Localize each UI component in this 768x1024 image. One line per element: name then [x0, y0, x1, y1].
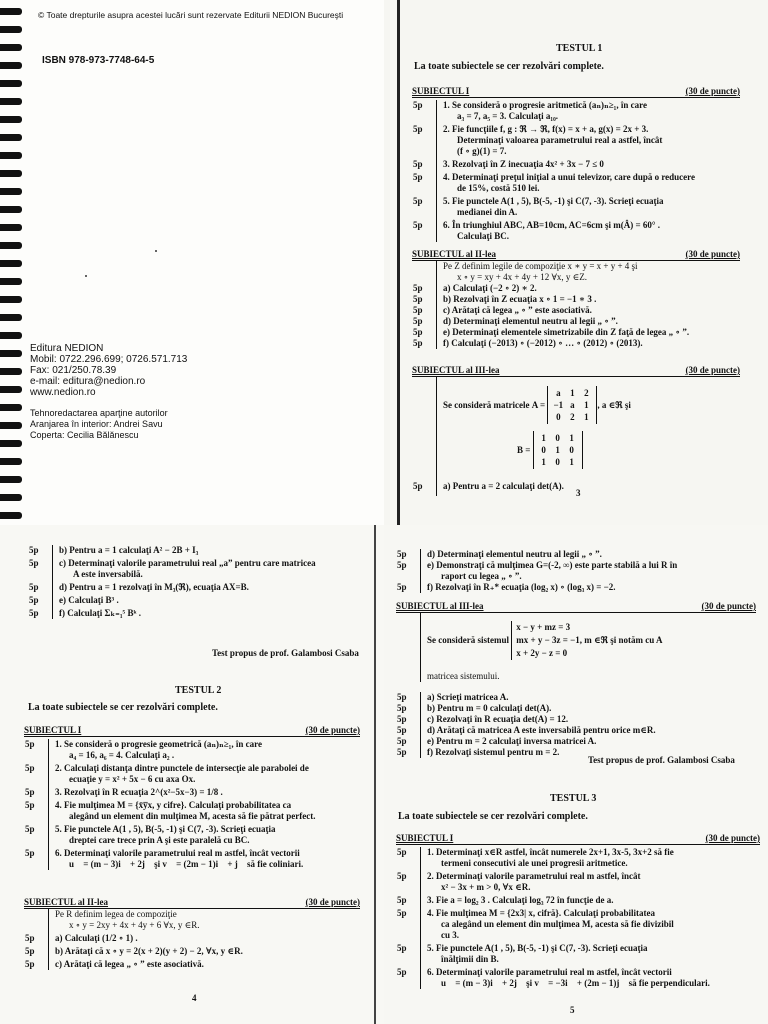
- matrix-cell: 1: [584, 400, 589, 410]
- matrix-cell: a: [570, 400, 575, 410]
- item-line: [413, 316, 740, 327]
- item-points: 5p: [397, 967, 407, 977]
- system-suffix: m ∈ℜ şi notăm cu A: [584, 634, 663, 645]
- item-list: [397, 692, 756, 758]
- item-text: u⃗ = (m − 3)i⃗ + 2j⃗ şi v⃗ = −3i⃗ + (2m − 1)j⃗ să fie perpendiculari.: [441, 978, 710, 988]
- item-text: dreptei care trece prin A şi este paralelă cu BC.: [69, 835, 250, 845]
- section-points: (30 de puncte): [685, 86, 740, 96]
- item-text: 1. Se consideră o progresie aritmetică (aₙ)ₙ≥₁, în care: [443, 100, 647, 110]
- page-number: 4: [192, 993, 197, 1003]
- item-text: 2. Determinaţi valorile parametrului real m astfel, încât: [427, 871, 641, 881]
- item-text: e) Calculaţi B³ .: [59, 595, 119, 605]
- item-line: [49, 774, 360, 785]
- matrix-cell: −1: [553, 400, 564, 410]
- publisher-fax: Fax: 021/250.78.39: [30, 365, 117, 376]
- subject-2: [412, 249, 740, 349]
- item-line: [25, 800, 360, 811]
- item-text: b) Pentru m = 0 calculaţi det(A).: [427, 703, 552, 713]
- item-line: [25, 946, 360, 957]
- item-points: 5p: [397, 560, 407, 570]
- section-intro: [49, 909, 360, 920]
- item-points: 5p: [413, 283, 423, 293]
- item-line: [397, 967, 760, 978]
- item-list: [397, 549, 756, 593]
- item-line: [413, 100, 740, 111]
- matrices: [413, 377, 740, 496]
- section-points: (30 de puncte): [305, 897, 360, 907]
- matrix-cell: 1: [569, 433, 574, 443]
- item-line: [25, 848, 360, 859]
- item-line: [29, 608, 358, 619]
- item-text: 1. Determinaţi x∈R astfel, încât numerele 2x+1, 3x-5, 3x+2 să fie: [427, 847, 674, 857]
- intro-text: x ∘ y = 2xy + 4x + 4y + 6 ∀x, y ∈R.: [69, 920, 200, 930]
- item-line: [437, 231, 740, 242]
- item-line: [437, 207, 740, 218]
- item-points: 5p: [25, 800, 35, 810]
- item-text: 3. Fie a = log₂ 3 . Calculaţi log₃ 72 în funcţie de a.: [427, 895, 614, 905]
- item-text: 6. Determinaţi valorile parametrului real m astfel, încât vectorii: [427, 967, 672, 977]
- item-points: 5p: [397, 736, 407, 746]
- copyright-notice: © Toate drepturile asupra acestei lucări sunt rezervate Editurii NEDION Bucureşti: [38, 10, 344, 20]
- equation-system: [511, 621, 582, 660]
- item-text: b) Rezolvaţi în Z ecuaţia x ∘ 1 = −1 ∗ 3 .: [443, 294, 597, 304]
- publisher-contact: [30, 343, 187, 398]
- matrix-a-row: [437, 383, 740, 427]
- item-points: 5p: [413, 294, 423, 304]
- item-line: [49, 750, 360, 761]
- matrix-cell: 1: [570, 388, 575, 398]
- matrix-cell: 1: [569, 457, 574, 467]
- matrix-cell: 1: [555, 445, 560, 455]
- item-points: 5p: [397, 871, 407, 881]
- matrix-cell: 1: [584, 412, 589, 422]
- item-line: [421, 882, 760, 893]
- item-points: 5p: [413, 481, 423, 491]
- item-text: 4. Fie mulţimea M = {x̄y̅x, y cifre}. Calculaţi probabilitatea ca: [55, 800, 292, 810]
- test-title: TESTUL 2: [175, 685, 222, 696]
- subject-3: [412, 365, 740, 496]
- item-line: [421, 919, 760, 930]
- subject-1: [396, 833, 760, 989]
- item-text: c) Determinaţi valorile parametrului real „a” pentru care matricea: [59, 558, 316, 568]
- item-line: [413, 294, 740, 305]
- item-text: înălţimii din B.: [441, 954, 499, 964]
- matrix-a-suffix: , a ∈ℜ şi: [597, 399, 631, 410]
- section-title: SUBIECTUL I: [412, 86, 470, 96]
- system-equation: x + 2y − z = 0: [516, 647, 568, 658]
- item-line: [397, 943, 760, 954]
- matrix-cell: 1: [541, 457, 546, 467]
- item-line: [397, 582, 756, 593]
- item-points: 5p: [413, 305, 423, 315]
- item-line: [413, 220, 740, 231]
- matrix-b: [533, 431, 583, 469]
- item-points: 5p: [413, 338, 423, 348]
- s3-intro: Se consideră matricele: [443, 399, 530, 410]
- item-text: 5. Fie punctele A(1 , 5), B(-5, -1) şi C(7, -3). Scrieţi ecuaţia: [443, 196, 664, 206]
- item-line: [421, 978, 760, 989]
- matrix-a-label: A =: [531, 399, 546, 410]
- item-points: 5p: [397, 692, 407, 702]
- item-text: medianei din A.: [457, 207, 518, 217]
- item-points: 5p: [29, 545, 39, 555]
- item-text: e) Determinaţi elementele simetrizabile din Z faţă de legea „ ∘ ”.: [443, 327, 690, 337]
- item-text: b) Pentru a = 1 calculaţi A² − 2B + I₃: [59, 545, 199, 555]
- item-text: c) Rezolvaţi în R ecuaţia det(A) = 12.: [427, 714, 569, 724]
- item-line: [397, 871, 760, 882]
- item-text: x² − 3x + m > 0, ∀x ∈R.: [441, 882, 531, 892]
- subject-3: [396, 601, 756, 758]
- intro-text: Pe Z definim legile de compoziţie x ∗ y = x + y + 4 şi: [443, 261, 638, 271]
- section-points: (30 de puncte): [705, 833, 760, 843]
- item-line: [397, 725, 756, 736]
- section-title: SUBIECTUL al II-lea: [24, 897, 109, 907]
- speck: [85, 275, 87, 277]
- item-line: [413, 338, 740, 349]
- page-number: 3: [576, 488, 581, 498]
- item-points: 5p: [25, 959, 35, 969]
- item-text: e) Pentru m = 2 calculaţi inversa matricei A.: [427, 736, 597, 746]
- section-points: (30 de puncte): [685, 365, 740, 375]
- item-text: 2. Calculaţi distanţa dintre punctele de intersecţie ale parabolei de: [55, 763, 309, 773]
- item-text: f) Rezolvaţi în R₊* ecuaţia (log₂ x) ∘ (log₃ x) = −2.: [427, 582, 616, 592]
- item-line: [29, 545, 358, 556]
- item-points: 5p: [25, 933, 35, 943]
- item-text: 4. Fie mulţimea M = {2x3| x, cifră}. Calculaţi probabilitatea: [427, 908, 656, 918]
- item-text: d) Pentru a = 1 rezolvaţi în M₃(ℜ), ecuaţia AX=B.: [59, 582, 249, 592]
- item-line: [397, 908, 760, 919]
- section-intro: [437, 261, 740, 272]
- subject-2: [24, 897, 360, 970]
- item-line: [397, 703, 756, 714]
- section-points: (30 de puncte): [701, 601, 756, 611]
- item-points: 5p: [25, 848, 35, 858]
- item-text: cu 3.: [441, 930, 459, 940]
- item-text: 2. Fie funcţiile f, g : ℜ → ℜ, f(x) = x + a, g(x) = 2x + 3.: [443, 124, 649, 134]
- item-line: [25, 824, 360, 835]
- item-line: [413, 172, 740, 183]
- test-author: Test propus de prof. Galambosi Csaba: [212, 648, 359, 658]
- credit-layout: Aranjarea în interior: Andrei Savu: [30, 419, 163, 429]
- system-equation: mx + y − 3z = −1,: [516, 634, 583, 645]
- item-line: [25, 739, 360, 750]
- item-line: [397, 895, 760, 906]
- item-list: [413, 261, 740, 349]
- item-points: 5p: [29, 582, 39, 592]
- subject-3-continued: [28, 543, 358, 619]
- matrix-b-label: B =: [517, 444, 531, 455]
- matrix-a: [547, 386, 597, 424]
- item-list: [25, 739, 360, 870]
- test-author: Test propus de prof. Galambosi Csaba: [588, 755, 735, 765]
- item-text: b) Arătaţi că x ∘ y = 2(x + 2)(y + 2) − 2, ∀x, y ∈R.: [55, 946, 243, 956]
- item-line: [413, 196, 740, 207]
- item-text: ecuaţie y = x² + 5x − 6 cu axa Ox.: [69, 774, 196, 784]
- test2-page: [0, 525, 384, 1024]
- section-points: (30 de puncte): [305, 725, 360, 735]
- s3-intro: Se consideră sistemul: [427, 634, 509, 645]
- item-text: 4. Determinaţi preţul iniţial a unui televizor, care după o reducere: [443, 172, 695, 182]
- matrix-cell: 0: [555, 457, 560, 467]
- copyright-page: [0, 0, 384, 525]
- item-text: f) Rezolvaţi sistemul pentru m = 2.: [427, 747, 560, 757]
- item-points: 5p: [25, 739, 35, 749]
- speck: [155, 250, 157, 252]
- item-text: f) Calculaţi (−2013) ∘ (−2012) ∘ … ∘ (2012) ∘ (2013).: [443, 338, 643, 348]
- item-text: 5. Fie punctele A(1 , 5), B(-5, -1) şi C(7, -3). Scrieţi ecuaţia: [55, 824, 276, 834]
- item-points: 5p: [397, 714, 407, 724]
- item-text: 3. Rezolvaţi în R ecuaţia 2^(x²−5x−3) = 1/8 .: [55, 787, 223, 797]
- item-line: [413, 283, 740, 294]
- item-line: [49, 811, 360, 822]
- item-text: c) Arătaţi că legea „ ∘ ” este asociativă.: [443, 305, 592, 315]
- instruction: La toate subiectele se cer rezolvări complete.: [414, 61, 604, 72]
- item-text: termeni consecutivi ale unei progresii aritmetice.: [441, 858, 628, 868]
- section-title: SUBIECTUL I: [24, 725, 82, 735]
- publisher-website: www.nedion.ro: [30, 387, 96, 398]
- item-list: [413, 100, 740, 242]
- item-line: [397, 736, 756, 747]
- item-line: [397, 692, 756, 703]
- instruction: La toate subiectele se cer rezolvări complete.: [398, 811, 588, 822]
- item-points: 5p: [397, 725, 407, 735]
- item-text: f) Calculaţi Σₖ₌₁⁵ Bᵏ .: [59, 608, 142, 618]
- item-text: d) Arătaţi că matricea A este inversabilă pentru orice m∈R.: [427, 725, 656, 735]
- item-text: e) Demonstraţi că mulţimea G=(-2, ∞) este parte stabilă a lui R în: [427, 560, 678, 570]
- section-intro: [49, 920, 360, 931]
- item-line: [413, 159, 740, 170]
- item-text: ca alegând un element din mulţimea M, acesta să fie divizibil: [441, 919, 674, 929]
- credit-cover: Coperta: Cecilia Bălănescu: [30, 430, 139, 440]
- matrix-cell: 2: [584, 388, 589, 398]
- item-text: 5. Fie punctele A(1 , 5), B(-5, -1) şi C(7, -3). Scrieţi ecuaţia: [427, 943, 648, 953]
- item-text: a) Pentru a = 2 calculaţi det(A).: [443, 481, 564, 491]
- test-title: TESTUL 3: [550, 793, 597, 804]
- section-title: SUBIECTUL al III-lea: [412, 365, 500, 375]
- item-points: 5p: [397, 747, 407, 757]
- publisher-name: Editura NEDION: [30, 343, 104, 354]
- test1-page: [384, 0, 768, 525]
- system-equation: x − y + mz = 3: [516, 621, 571, 632]
- system-outro-text: matricea sistemului.: [427, 671, 500, 681]
- system-outro: [421, 671, 756, 682]
- item-text: de 15%, costă 510 lei.: [457, 183, 540, 193]
- item-line: [437, 183, 740, 194]
- item-list: [25, 909, 360, 970]
- credits: [30, 408, 168, 441]
- isbn: ISBN 978-973-7748-64-5: [42, 55, 155, 66]
- item-text: a₄ = 16, a₆ = 4. Calculaţi a₂ .: [69, 750, 175, 760]
- item-points: 5p: [397, 847, 407, 857]
- item-points: 5p: [413, 172, 423, 182]
- item-points: 5p: [413, 196, 423, 206]
- intro-text: x ∘ y = xy + 4x + 4y + 12 ∀x, y ∈Z.: [457, 272, 588, 282]
- page-number: 5: [570, 1005, 575, 1015]
- item-line: [29, 582, 358, 593]
- section-title: SUBIECTUL I: [396, 833, 454, 843]
- item-text: u⃗ = (m − 3)i⃗ + 2j⃗ şi v⃗ = (2m − 1)i⃗ + j⃗ să fie coliniari.: [69, 859, 304, 869]
- matrix-cell: 2: [570, 412, 575, 422]
- item-text: a) Calculaţi (1/2 ∘ 1) .: [55, 933, 138, 943]
- item-text: 1. Se consideră o progresie geometrică (aₙ)ₙ≥₁, în care: [55, 739, 262, 749]
- matrix-b-row: [437, 427, 740, 473]
- item-line: [29, 595, 358, 606]
- system-block: [420, 613, 756, 682]
- page-fold: [374, 525, 376, 1024]
- section-title: SUBIECTUL al II-lea: [412, 249, 497, 259]
- item-text: A este inversabilă.: [73, 569, 143, 579]
- item-line: [437, 135, 740, 146]
- item-points: 5p: [25, 824, 35, 834]
- section-points: (30 de puncte): [685, 249, 740, 259]
- item-points: 5p: [25, 763, 35, 773]
- item-line: [421, 954, 760, 965]
- item-line: [25, 763, 360, 774]
- item-points: 5p: [413, 100, 423, 110]
- item-points: 5p: [29, 595, 39, 605]
- item-line: [421, 858, 760, 869]
- item-points: 5p: [397, 908, 407, 918]
- item-text: Determinaţi valoarea parametrului real a astfel, încât: [457, 135, 663, 145]
- item-text: (f ∘ g)(1) = 7.: [457, 146, 507, 156]
- item-points: 5p: [25, 787, 35, 797]
- item-points: 5p: [29, 558, 39, 568]
- item-points: 5p: [413, 220, 423, 230]
- item-points: 5p: [413, 316, 423, 326]
- item-points: 5p: [25, 946, 35, 956]
- item-text: d) Determinaţi elementul neutru al legii „ ∘ ”.: [427, 549, 602, 559]
- item-line: [421, 571, 756, 582]
- item-line: [49, 859, 360, 870]
- item-text: 3. Rezolvaţi în Z inecuaţia 4x² + 3x − 7 ≤ 0: [443, 159, 604, 169]
- matrix-cell: 0: [556, 412, 561, 422]
- item-text: Calculaţi BC.: [457, 231, 510, 241]
- item-line: [397, 847, 760, 858]
- test-title: TESTUL 1: [556, 43, 603, 54]
- item-points: 5p: [397, 582, 407, 592]
- test3-page: [384, 525, 768, 1024]
- subject-1: [412, 86, 740, 242]
- item-text: 6. Determinaţi valorile parametrului real m astfel, încât vectorii: [55, 848, 300, 858]
- item-line: [413, 305, 740, 316]
- item-points: 5p: [397, 703, 407, 713]
- item-text: a₃ = 7, a₅ = 3. Calculaţi a₁₀.: [457, 111, 559, 121]
- item-line: [49, 835, 360, 846]
- item-text: 6. În triunghiul ABC, AB=10cm, AC=6cm şi m(Â) = 60° .: [443, 220, 660, 230]
- item-text: alegând un element din mulţimea M, acesta să fie pătrat perfect.: [69, 811, 316, 821]
- item-line: [397, 560, 756, 571]
- item-line: [413, 327, 740, 338]
- instruction: La toate subiectele se cer rezolvări complete.: [28, 702, 218, 713]
- matrix-cell: 1: [541, 433, 546, 443]
- item-points: 5p: [413, 327, 423, 337]
- item-points: 5p: [29, 608, 39, 618]
- item: [413, 481, 740, 492]
- item-text: d) Determinaţi elementul neutru al legii „ ∘ ”.: [443, 316, 618, 326]
- item-list: [397, 847, 760, 989]
- item-line: [25, 787, 360, 798]
- item-points: 5p: [413, 124, 423, 134]
- item-line: [413, 124, 740, 135]
- item-text: c) Arătaţi că legea „ ∘ ” este asociativă.: [55, 959, 204, 969]
- item-points: 5p: [413, 159, 423, 169]
- subject-1: [24, 725, 360, 870]
- item-text: a) Calculaţi (−2 ∘ 2) ∗ 2.: [443, 283, 537, 293]
- item-points: 5p: [397, 943, 407, 953]
- publisher-mobile: Mobil: 0722.296.699; 0726.571.713: [30, 354, 188, 365]
- item-list: [29, 545, 358, 619]
- item-line: [437, 111, 740, 122]
- system-row: [421, 617, 756, 663]
- item-points: 5p: [397, 549, 407, 559]
- item-line: [437, 146, 740, 157]
- page-fold: [397, 0, 400, 525]
- matrix-cell: a: [556, 388, 561, 398]
- matrix-cell: 0: [569, 445, 574, 455]
- item-line: [25, 933, 360, 944]
- item-text: raport cu legea „ ∘ ”.: [441, 571, 522, 581]
- section-title: SUBIECTUL al III-lea: [396, 601, 484, 611]
- matrix-cell: 0: [541, 445, 546, 455]
- item-line: [397, 549, 756, 560]
- item-line: [53, 569, 358, 580]
- credit-typesetting: Tehnoredactarea aparţine autorilor: [30, 408, 168, 418]
- subject-2-continued: [396, 549, 756, 593]
- item-points: 5p: [397, 895, 407, 905]
- item-line: [25, 959, 360, 970]
- item-line: [29, 558, 358, 569]
- spiral-binding-icon: [0, 0, 22, 525]
- publisher-email: e-mail: editura@nedion.ro: [30, 376, 146, 387]
- item-line: [421, 930, 760, 941]
- item-line: [397, 714, 756, 725]
- section-intro: [437, 272, 740, 283]
- matrix-cell: 0: [555, 433, 560, 443]
- intro-text: Pe R definim legea de compoziţie: [55, 909, 177, 919]
- item-text: a) Scrieţi matricea A.: [427, 692, 509, 702]
